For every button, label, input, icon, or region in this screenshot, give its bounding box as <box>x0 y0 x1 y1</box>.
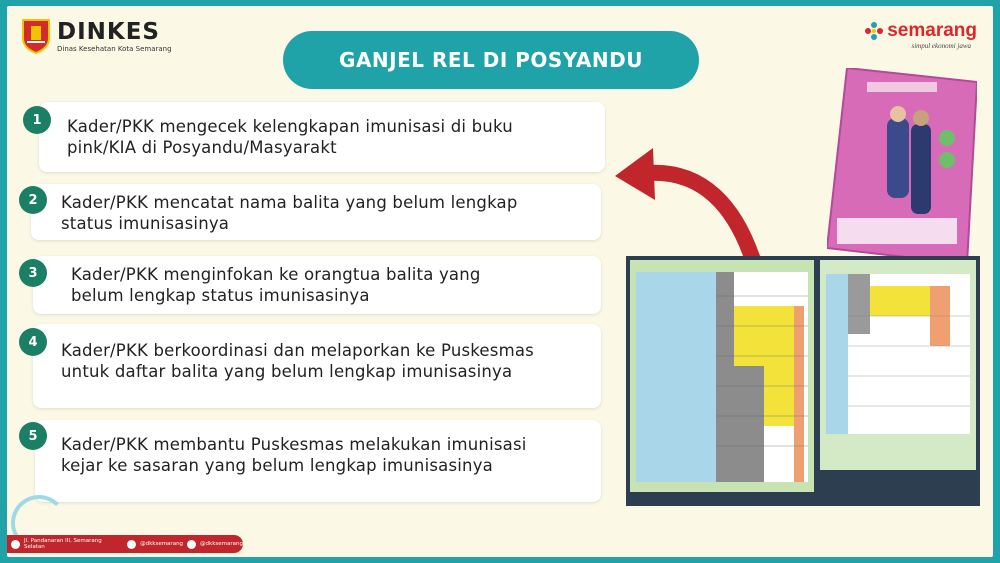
footer-instagram: @dkksemarang <box>200 541 243 547</box>
step-card-5 <box>35 420 601 502</box>
step-number-2: 2 <box>19 186 47 214</box>
location-icon <box>11 540 20 549</box>
page-title: GANJEL REL DI POSYANDU <box>283 31 699 89</box>
step-number-1: 1 <box>23 106 51 134</box>
step-3-line1: Kader/PKK menginfokan ke orangtua balita yang <box>71 265 481 284</box>
step-1-line2: pink/KIA di Posyandu/Masyarakt <box>67 138 337 157</box>
step-4-line2: untuk daftar balita yang belum lengkap imunisasinya <box>61 362 513 381</box>
footer-twitter: @dkksemarang <box>140 541 184 547</box>
step-4-line1: Kader/PKK berkoordinasi dan melaporkan ke Puskesmas <box>61 341 534 360</box>
org-name: DINKES <box>57 18 160 45</box>
shield-logo-icon <box>21 18 51 54</box>
step-number-4: 4 <box>19 328 47 356</box>
step-card-1 <box>39 102 605 172</box>
city-tagline: simpul ekonomi jawa <box>911 42 971 50</box>
step-card-4 <box>33 324 601 408</box>
step-card-2 <box>31 184 601 240</box>
step-2-line2: status imunisasinya <box>61 214 230 233</box>
step-5-line1: Kader/PKK membantu Puskesmas melakukan imunisasi <box>61 435 527 454</box>
slide <box>7 6 993 557</box>
step-1-line1: Kader/PKK mengecek kelengkapan imunisasi di buku <box>67 117 513 136</box>
footer-address: Jl. Pandanaran III, Semarang Selatan <box>24 538 102 550</box>
step-5-line2: kejar ke sasaran yang belum lengkap imunisasinya <box>61 456 493 475</box>
step-card-3 <box>33 256 601 314</box>
city-brand: semarang <box>887 20 977 41</box>
footer-bar <box>7 535 243 553</box>
instagram-icon <box>187 540 196 549</box>
kia-pink-book-image <box>827 68 977 264</box>
step-number-3: 3 <box>19 259 47 287</box>
step-3-line2: belum lengkap status imunisasinya <box>71 286 370 305</box>
dinkes-logo <box>21 18 172 54</box>
step-2-line1: Kader/PKK mencatat nama balita yang belum lengkap <box>61 193 518 212</box>
immunization-table-image <box>626 256 980 506</box>
semarang-brand <box>864 20 977 50</box>
org-subtitle: Dinas Kesehatan Kota Semarang <box>57 44 172 53</box>
twitter-icon <box>127 540 136 549</box>
step-number-5: 5 <box>19 422 47 450</box>
semarang-flower-icon <box>864 21 884 41</box>
